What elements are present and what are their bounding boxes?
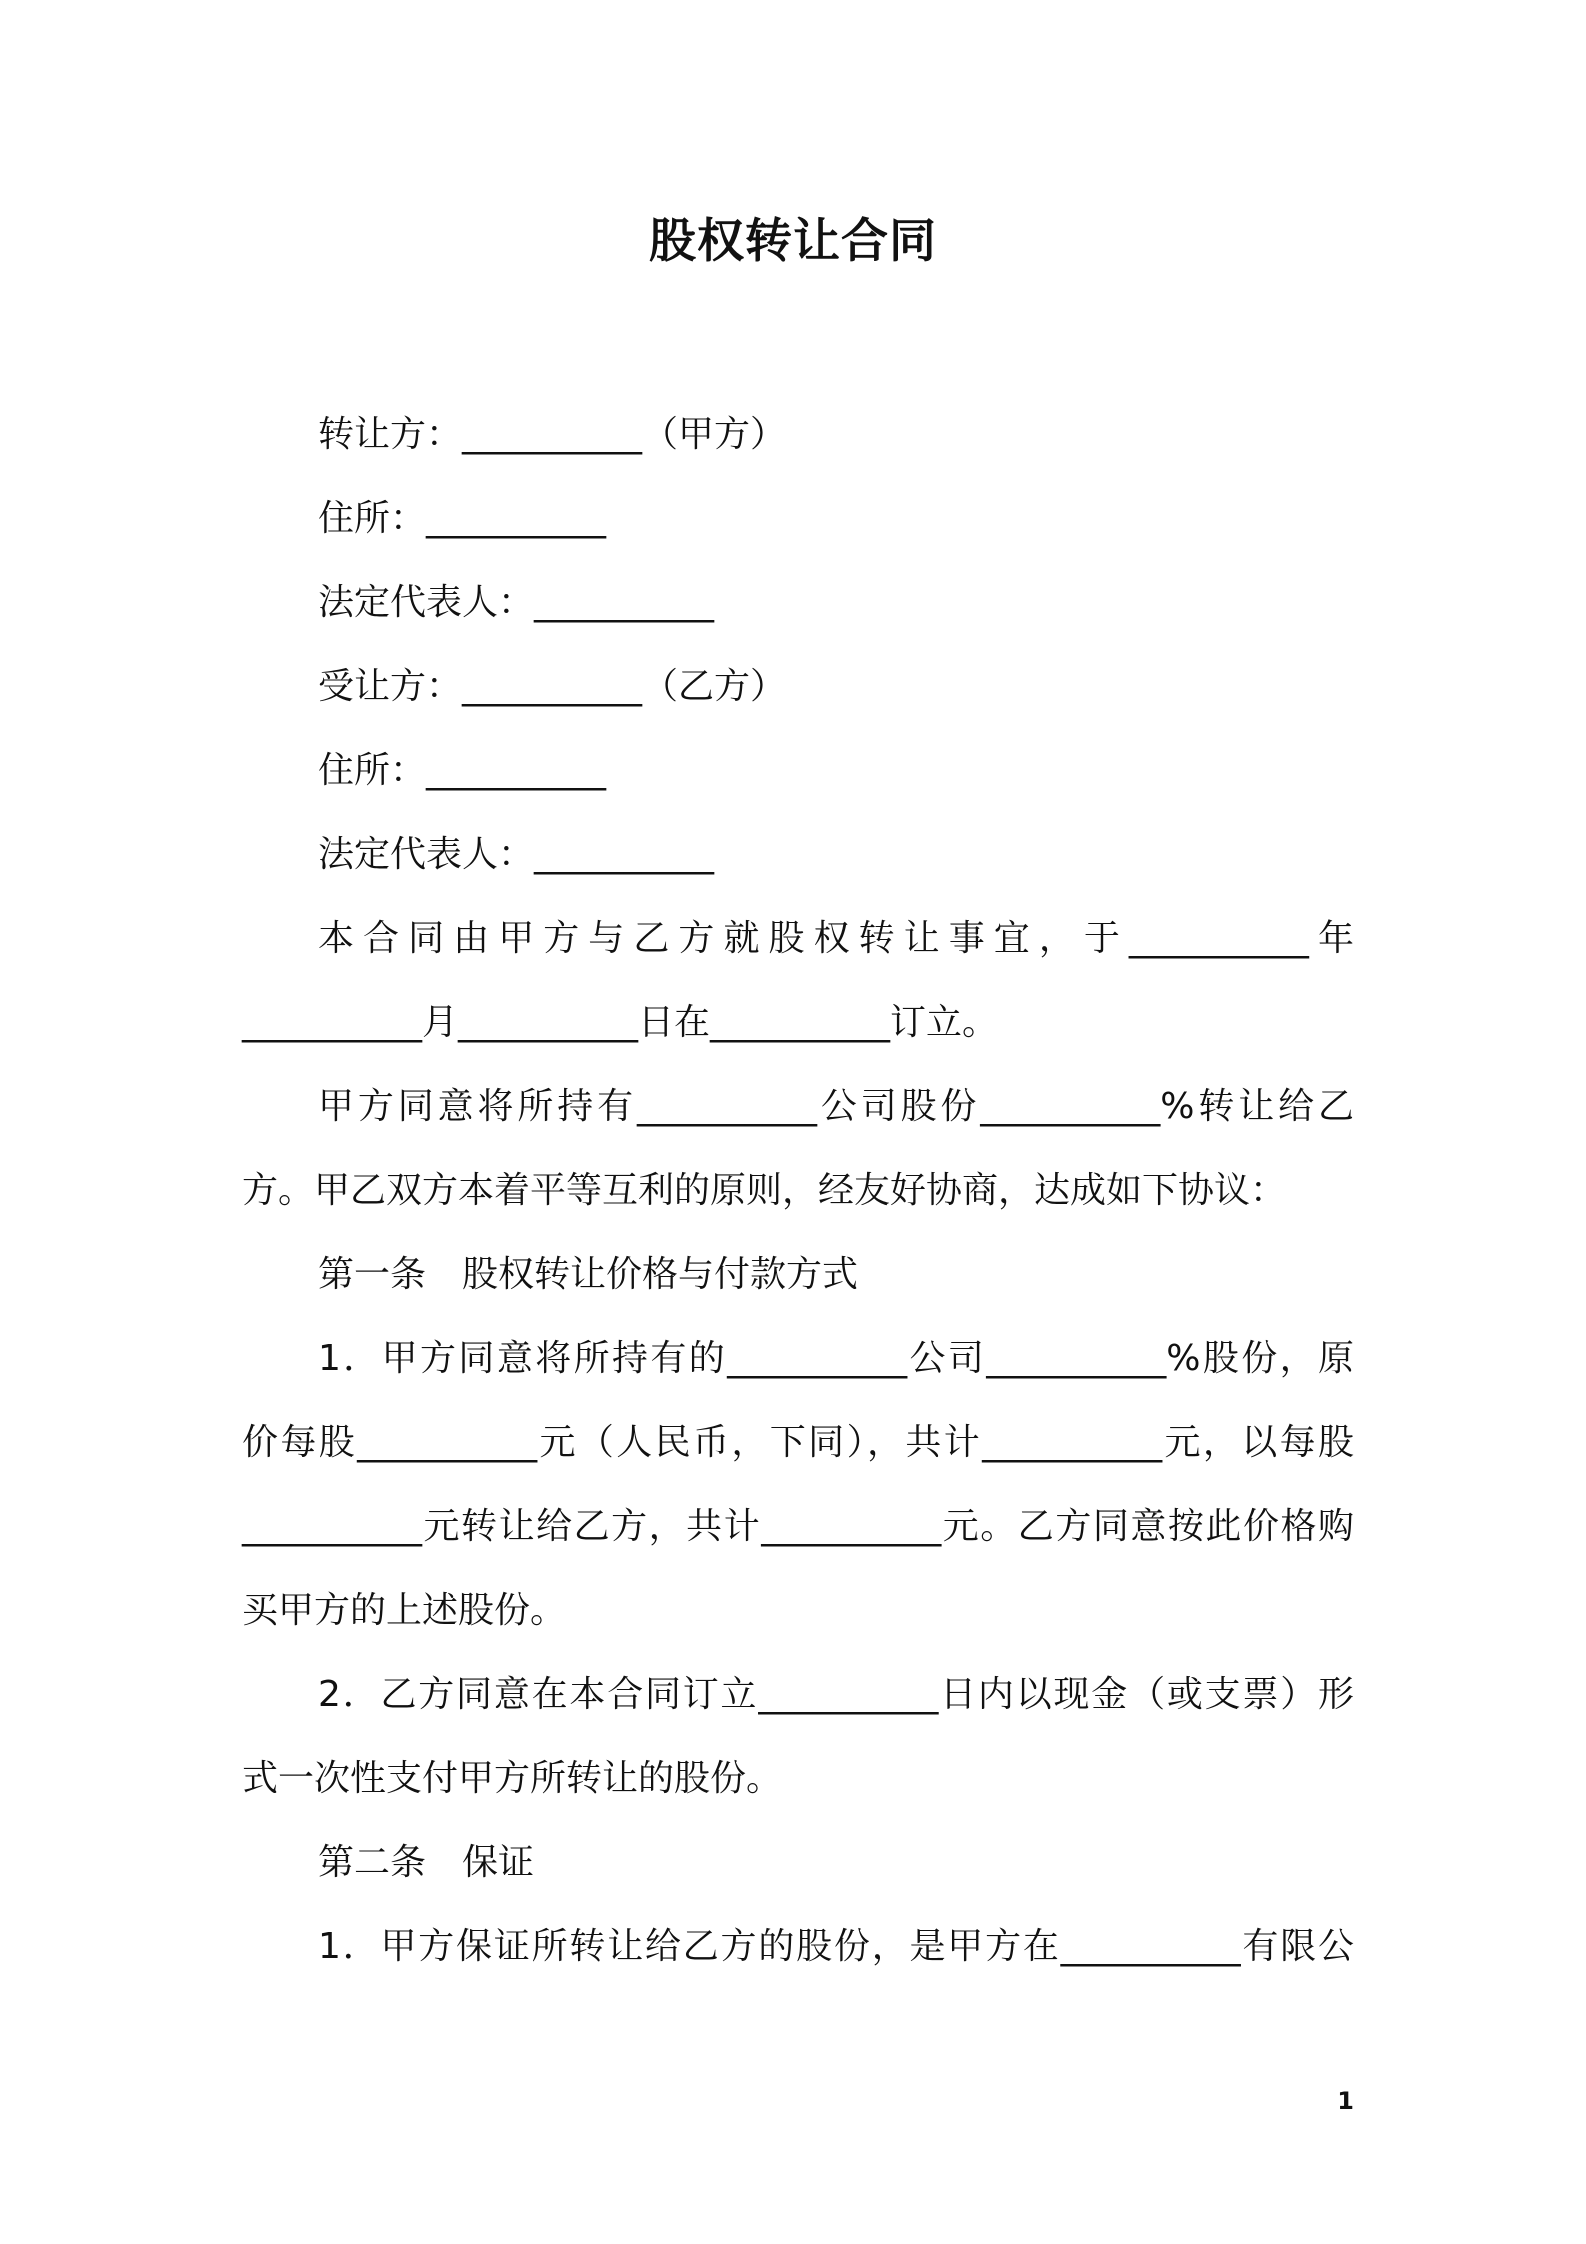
- contract-date-line-1: 本合同由甲方与乙方就股权转让事宜，于__________年: [318, 918, 1354, 959]
- page-number: 1: [1337, 2087, 1354, 2115]
- article-one-clause-2-line-2: 式一次性支付甲方所转让的股份。: [242, 1758, 783, 1799]
- contract-date-line-2: __________月__________日在__________订立。: [242, 1002, 999, 1043]
- article-one-clause-2-line-1: 2．乙方同意在本合同订立__________日内以现金（或支票）形: [318, 1674, 1354, 1715]
- article-one-clause-1-line-1: 1．甲方同意将所持有的__________公司__________%股份，原: [318, 1338, 1354, 1379]
- transferor-address-line: 住所：__________: [318, 498, 607, 539]
- article-two-heading: 第二条 保证: [318, 1842, 535, 1883]
- article-two-clause-1-line-1: 1．甲方保证所转让给乙方的股份，是甲方在__________有限公: [318, 1926, 1354, 1967]
- article-one-clause-1-line-4: 买甲方的上述股份。: [242, 1590, 567, 1631]
- transferee-representative-line: 法定代表人：__________: [318, 834, 715, 875]
- transferee-address-line: 住所：__________: [318, 750, 607, 791]
- agreement-line-1: 甲方同意将所持有__________公司股份__________%转让给乙: [318, 1086, 1354, 1127]
- transferor-line: 转让方：__________（甲方）: [318, 414, 787, 455]
- article-one-clause-1-line-2: 价每股__________元（人民币，下同），共计__________元，以每股: [242, 1422, 1354, 1463]
- transferee-line: 受让方：__________（乙方）: [318, 666, 787, 707]
- agreement-line-2: 方。甲乙双方本着平等互利的原则，经友好协商，达成如下协议：: [242, 1170, 1287, 1211]
- article-one-clause-1-line-3: __________元转让给乙方，共计__________元。乙方同意按此价格购: [242, 1506, 1354, 1547]
- page-title: 股权转让合同: [649, 214, 937, 269]
- article-one-heading: 第一条 股权转让价格与付款方式: [318, 1254, 859, 1295]
- transferor-representative-line: 法定代表人：__________: [318, 582, 715, 623]
